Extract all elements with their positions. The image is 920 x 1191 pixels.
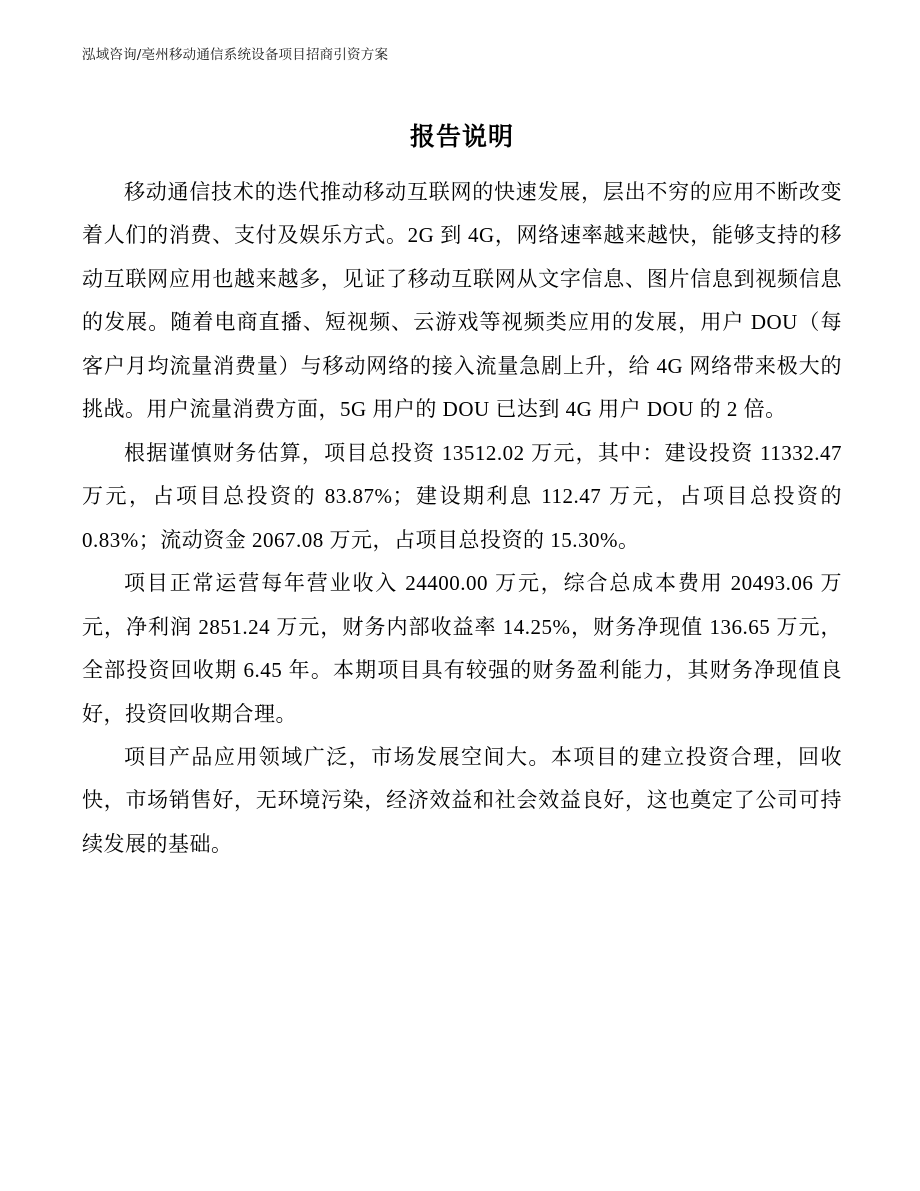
page-title: 报告说明 (409, 121, 514, 151)
breadcrumb: 泓域咨询/亳州移动通信系统设备项目招商引资方案 (82, 47, 389, 63)
paragraph: 根据谨慎财务估算，项目总投资 13512.02 万元，其中：建设投资 11332.47 万元，占项目总投资的 83.87%；建设期利息 112.47 万元，占项目总投资的 0.83%；流动资金 2067.08 万元，占项目总投资的 15.30%。 (82, 440, 842, 552)
paragraph: 移动通信技术的迭代推动移动互联网的快速发展，层出不穷的应用不断改变着人们的消费、支付及娱乐方式。2G 到 4G，网络速率越来越快，能够支持的移动互联网应用也越来越多，见证了移动互联网从文字信息、图片信息到视频信息的发展。随着电商直播、短视频、云游戏等视频类应用的发展，用户 DOU（每客户月均流量消费量）与移动网络的接入流量急剧上升，给 4G 网络带来极大的挑战。用户流量消费方面，5G 用户的 DOU 已达到 4G 用户 DOU 的 2 倍。 (82, 179, 842, 422)
paragraph: 项目正常运营每年营业收入 24400.00 万元，综合总成本费用 20493.06 万元，净利润 2851.24 万元，财务内部收益率 14.25%，财务净现值 136.65 万元，全部投资回收期 6.45 年。本期项目具有较强的财务盈利能力，其财务净现值良好，投资回收期合理。 (82, 571, 842, 726)
document-body (82, 171, 842, 867)
paragraph: 项目产品应用领域广泛，市场发展空间大。本项目的建立投资合理，回收快，市场销售好，无环境污染，经济效益和社会效益良好，这也奠定了公司可持续发展的基础。 (82, 744, 842, 856)
